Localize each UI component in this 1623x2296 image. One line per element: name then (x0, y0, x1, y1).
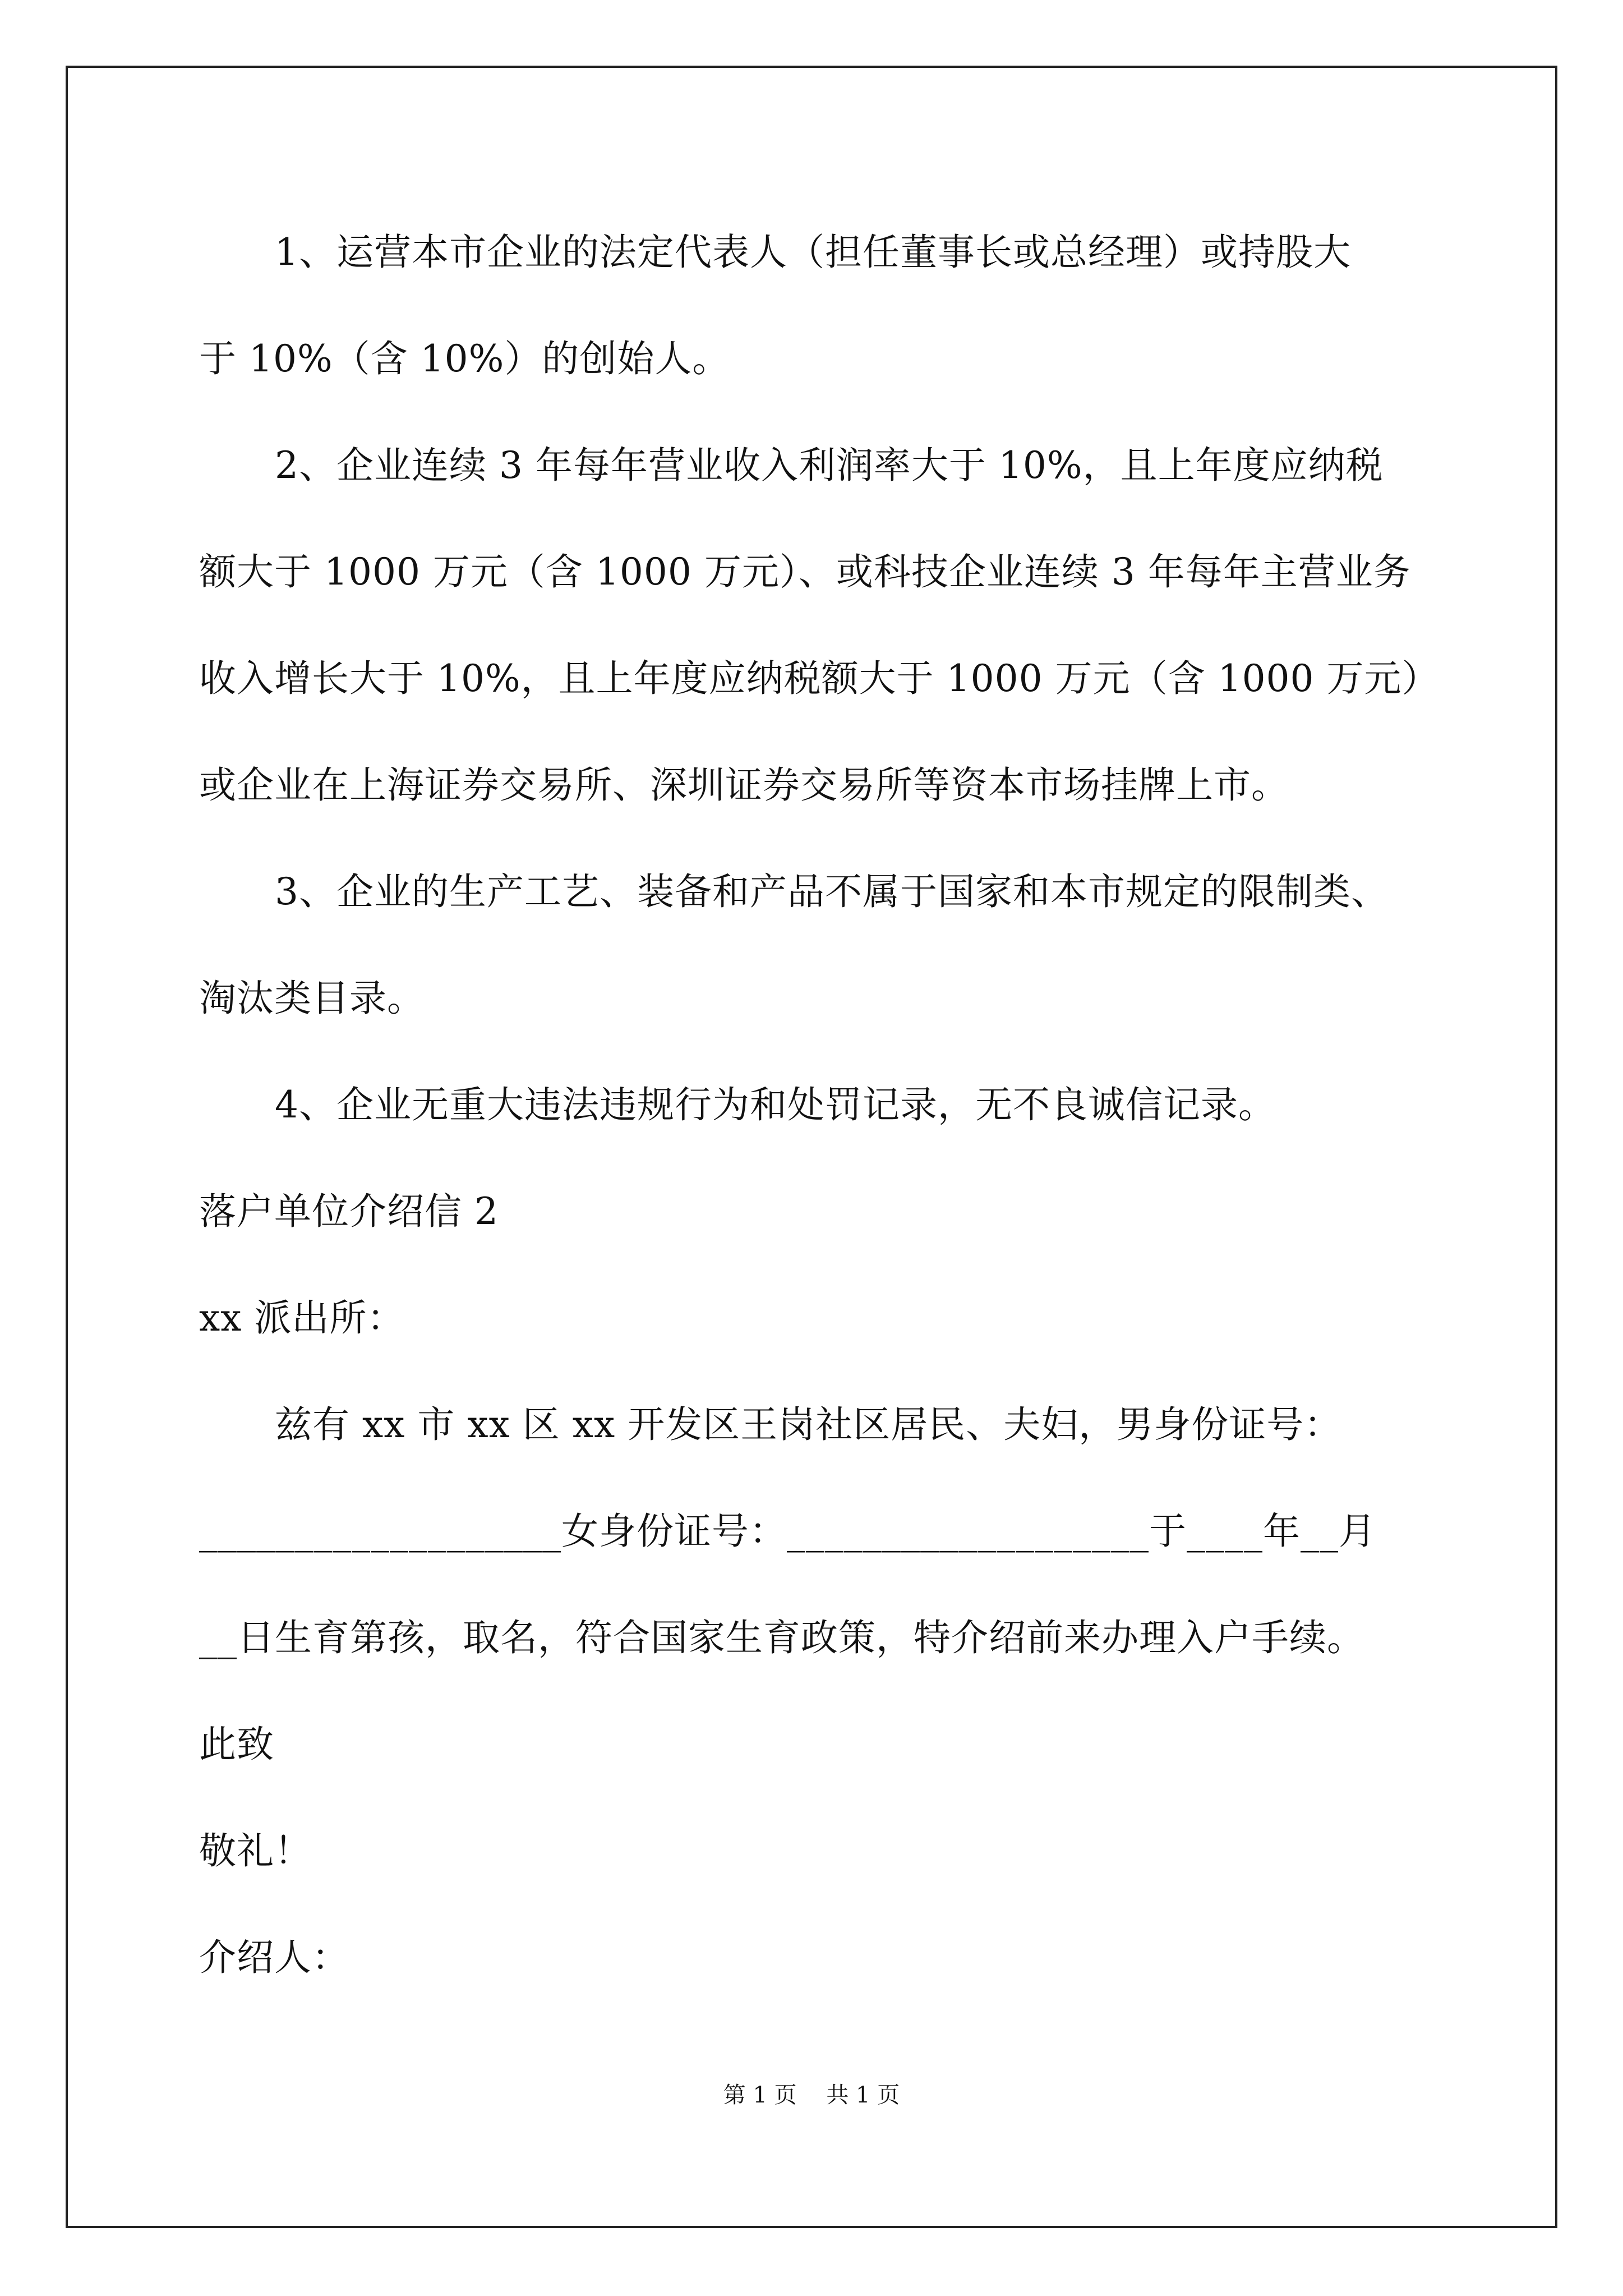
signature-label: 介绍人： (199, 1936, 349, 1979)
paragraph-line: 额大于 1000 万元（含 1000 万元）、或科技企业连续 3 年每年主营业务 (199, 550, 1411, 593)
salutation: xx 派出所： (199, 1296, 405, 1340)
paragraph-line: 收入增长大于 10%，且上年度应纳税额大于 1000 万元（含 1000 万元） (199, 657, 1440, 700)
paragraph-line: 4、企业无重大违法违规行为和处罚记录，无不良诚信记录。 (275, 1083, 1276, 1126)
paragraph-line: 淘汰类目录。 (199, 977, 425, 1020)
paragraph-line: 或企业在上海证券交易所、深圳证券交易所等资本市场挂牌上市。 (199, 763, 1289, 807)
paragraph-line: 1、运营本市企业的法定代表人（担任董事长或总经理）或持股大 (275, 231, 1351, 274)
paragraph-line: 兹有 xx 市 xx 区 xx 开发区王岗社区居民、夫妇，男身份证号： (275, 1403, 1342, 1446)
page-border (66, 66, 1557, 2228)
paragraph-line: 2、企业连续 3 年每年营业收入利润率大于 10%，且上年度应纳税 (275, 444, 1384, 487)
section-title: 落户单位介绍信 2 (199, 1190, 499, 1233)
closing-line: 敬礼！ (199, 1829, 312, 1872)
paragraph-line: ___________________女身份证号：___________________于____年__月 (199, 1510, 1376, 1553)
paragraph-line: 3、企业的生产工艺、装备和产品不属于国家和本市规定的限制类、 (275, 870, 1389, 913)
closing-line: 此致 (199, 1723, 274, 1766)
page-footer: 第 1 页 共 1 页 (723, 2082, 900, 2108)
paragraph-line: __日生育第孩，取名，符合国家生育政策，特介绍前来办理入户手续。 (199, 1616, 1364, 1659)
paragraph-line: 于 10%（含 10%）的创始人。 (199, 337, 730, 380)
